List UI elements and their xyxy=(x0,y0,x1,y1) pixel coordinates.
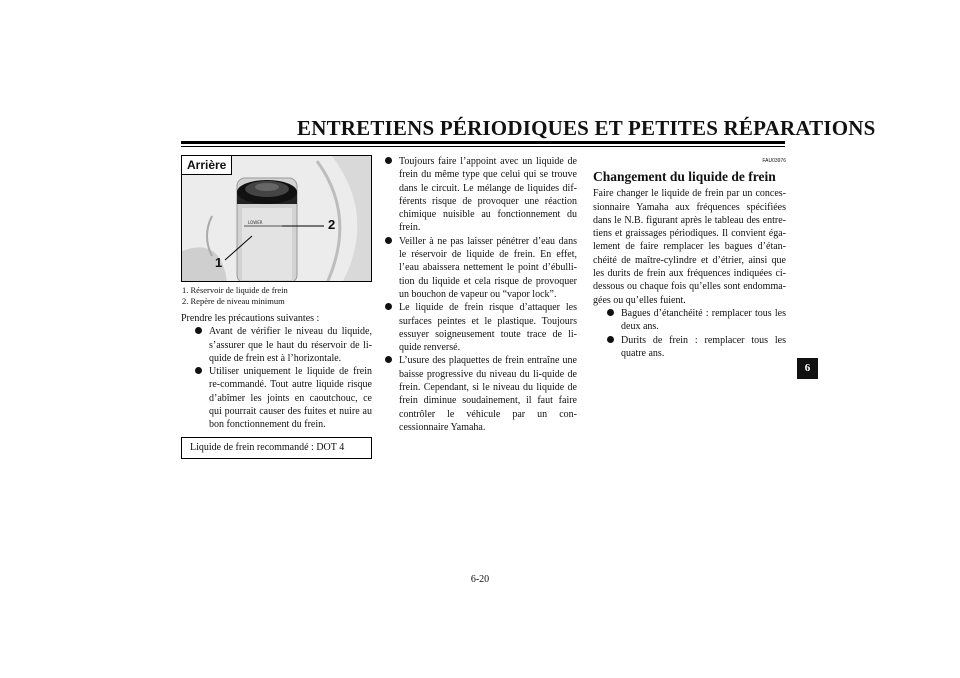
svg-text:LOWER: LOWER xyxy=(248,220,263,225)
bullet-icon xyxy=(607,336,614,343)
callout-minimum-level-mark: 2 xyxy=(328,217,336,232)
header-rule-thin xyxy=(181,146,785,147)
page-header-title: ENTRETIENS PÉRIODIQUES ET PETITES RÉPARATIONS xyxy=(297,116,876,140)
list-item: Toujours faire l’appoint avec un liquide de frein du même type que celui qui se trouve dans le circuit. Le mélange de liquides dif-férents risque de provoquer une réaction chimique nuisible au fonctionnement du frein. xyxy=(381,155,577,235)
figure-caption xyxy=(182,285,288,307)
replacement-list xyxy=(603,307,786,360)
brake-reservoir-figure xyxy=(181,155,372,282)
list-item: L’usure des plaquettes de frein entraîne une baisse progressive du niveau du li-quide de frein. Cependant, si le niveau du liquide de frein diminue soudainement, il faut faire contrôler le véhicule par un con-cessionnaire Yamaha. xyxy=(381,354,577,434)
page-number: 6-20 xyxy=(470,574,490,585)
list-item: Avant de vérifier le niveau du liquide, s’assurer que le haut du réservoir de li-quide de frein est à l’horizontale. xyxy=(191,325,372,365)
chapter-tab: 6 xyxy=(797,358,818,379)
precautions-intro: Prendre les précautions suivantes : xyxy=(181,313,320,324)
header-rule-thick xyxy=(181,141,785,144)
list-item: Bagues d’étanchéité : remplacer tous les deux ans. xyxy=(603,307,786,334)
right-column xyxy=(593,155,786,360)
section-title: Changement du liquide de frein xyxy=(593,169,776,185)
caption-item: 2. Repère de niveau minimum xyxy=(182,296,285,306)
bullet-icon xyxy=(607,309,614,316)
caption-item: 1. Réservoir de liquide de frein xyxy=(182,285,288,295)
precautions-list xyxy=(191,325,372,431)
bullet-icon xyxy=(385,157,392,164)
bullet-icon xyxy=(195,327,202,334)
list-item: Durits de frein : remplacer tous les quatre ans. xyxy=(603,334,786,361)
list-item: Veiller à ne pas laisser pénétrer d’eau dans le réservoir de liquide de frein. En effet, l’eau abaissera nettement le point d’ébulli-tion du liquide et cela risque de provoquer un bouchon de vapeur ou “vapor lock”. xyxy=(381,235,577,301)
list-item: Le liquide de frein risque d’attaquer les surfaces peintes et le plastique. Toujours essuyer soigneusement toute trace de li-quide renversé. xyxy=(381,301,577,354)
bullet-icon xyxy=(385,237,392,244)
bullet-icon xyxy=(195,367,202,374)
callout-brake-fluid-reservoir: 1 xyxy=(215,255,223,270)
brake-fluid-notes-list xyxy=(381,155,577,434)
list-item: Utiliser uniquement le liquide de frein re-commandé. Tout autre liquide risque d’abîmer les joints en caoutchouc, ce qui pourrait causer des fuites et nuire au bon fonctionnement du frein. xyxy=(191,365,372,431)
recommended-fluid-box: Liquide de frein recommandé : DOT 4 xyxy=(181,437,372,459)
reference-code: FAU03976 xyxy=(762,158,786,164)
bullet-icon xyxy=(385,303,392,310)
figure-tag-rear: Arrière xyxy=(182,156,232,175)
middle-column xyxy=(381,155,577,434)
bullet-icon xyxy=(385,356,392,363)
left-column xyxy=(181,312,372,432)
section-body: Faire changer le liquide de frein par un conces-sionnaire Yamaha aux fréquences spécifiées dans le N.B. figurant après le tableau des entre-tiens et graissages périodiques. Il convient éga-lement de faire remplacer les bagues d’étan-chéité de maître-cylindre et d’étrier, ainsi que les durits de frein aux fréquences indiquées ci-dessous ou chaque fois qu’elles sont endomma-gées ou qu’elles fuient. xyxy=(593,188,786,306)
